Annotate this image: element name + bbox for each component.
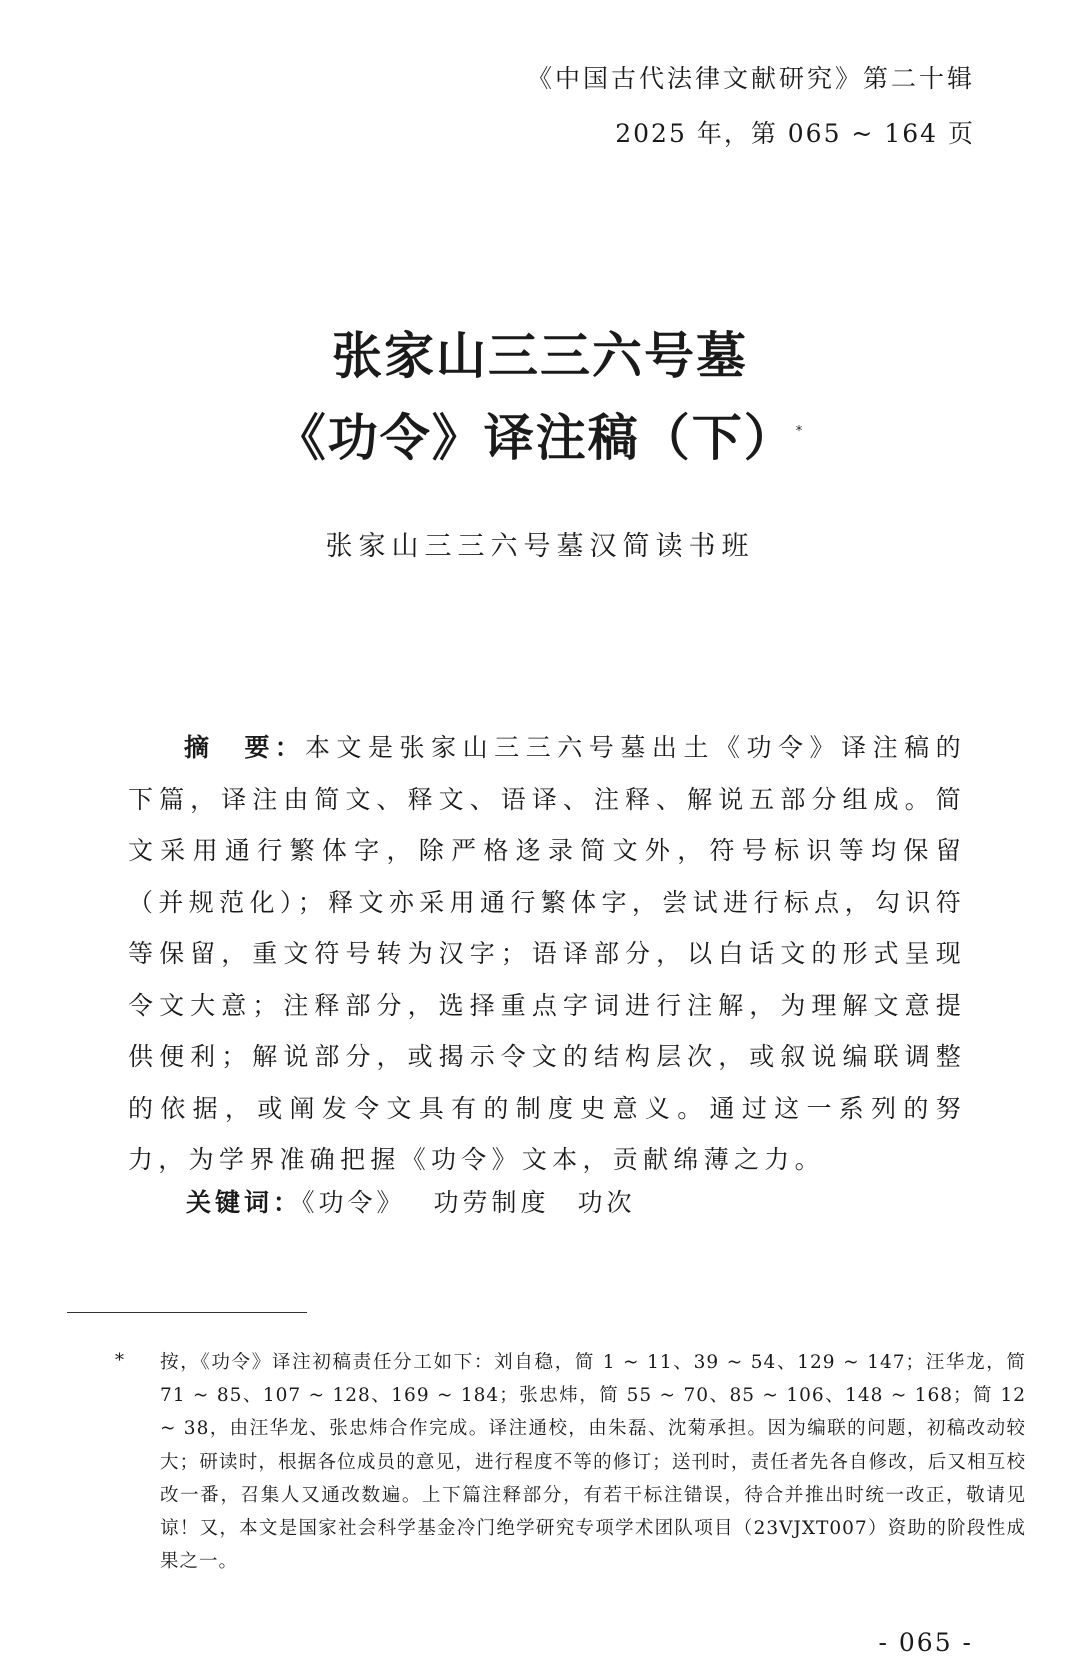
footnote-text: 按，《功令》译注初稿责任分工如下：刘自稳，简 1 ~ 11、39 ~ 54、129 ~ 147；汪华龙，简 71 ~ 85、107 ~ 128、169 ~ 184；张忠炜，简 55 ~ 70、85 ~ 106、148 ~ 168；简 12 ~ 38，由汪华龙、张忠炜合作完成。译注通校，由朱磊、沈菊承担。因为编联的问题，初稿改动较大；研读时，根据各位成员的意见，进行程度不等的修订；送刊时，责任者先各自修改，后又相互校改一番，召集人又通改数遍。上下篇注释部分，有若干标注错误，待合并推出时统一改正，敬请见谅！又，本文是国家社会科学基金冷门绝学研究专项学术团队项目（23VJXT007）资助的阶段性成果之一。 xyxy=(160,1352,1026,1573)
abstract-label: 摘 要： xyxy=(184,733,305,762)
keyword-item: 《功令》 xyxy=(302,1188,406,1217)
page-number: - 065 - xyxy=(878,1628,973,1657)
abstract-text: 本文是张家山三三六号墓出土《功令》译注稿的下篇，译注由简文、释文、语译、注释、解说五部分组成。简文采用通行繁体字，除严格迻录简文外，符号标识等均保留（并规范化）；释文亦采用通行繁体字，尝试进行标点，勾识符等保留，重文符号转为汉字；语译部分，以白话文的形式呈现令文大意；注释部分，选择重点字词进行注解，为理解文意提供便利；解说部分，或揭示令文的结构层次，或叙说编联调整的依据，或阐发令文具有的制度史意义。通过这一系列的努力，为学界准确把握《功令》文本，贡献绵薄之力。 xyxy=(128,733,966,1174)
journal-issue-pages: 2025 年，第 065 ~ 164 页 xyxy=(615,119,975,148)
abstract-paragraph xyxy=(128,722,966,1186)
title-line-2-text: 《功令》译注稿（下） xyxy=(275,409,796,467)
keywords-label: 关键词： xyxy=(186,1188,303,1217)
title-footnote-mark: * xyxy=(795,424,805,439)
keyword-item: 功劳制度 xyxy=(433,1188,550,1217)
article-title-line-1 xyxy=(0,326,1080,386)
title-line-1-text: 张家山三三六号墓 xyxy=(332,327,748,385)
footnote-divider xyxy=(67,1312,307,1313)
footnote-mark: * xyxy=(115,1350,124,1371)
journal-name: 《中国古代法律文献研究》第二十辑 xyxy=(526,64,975,93)
author-line: 张家山三三六号墓汉简读书班 xyxy=(325,531,755,562)
keyword-item: 功次 xyxy=(577,1188,636,1217)
article-title-line-2 xyxy=(0,408,1080,468)
keywords-line xyxy=(186,1186,664,1220)
